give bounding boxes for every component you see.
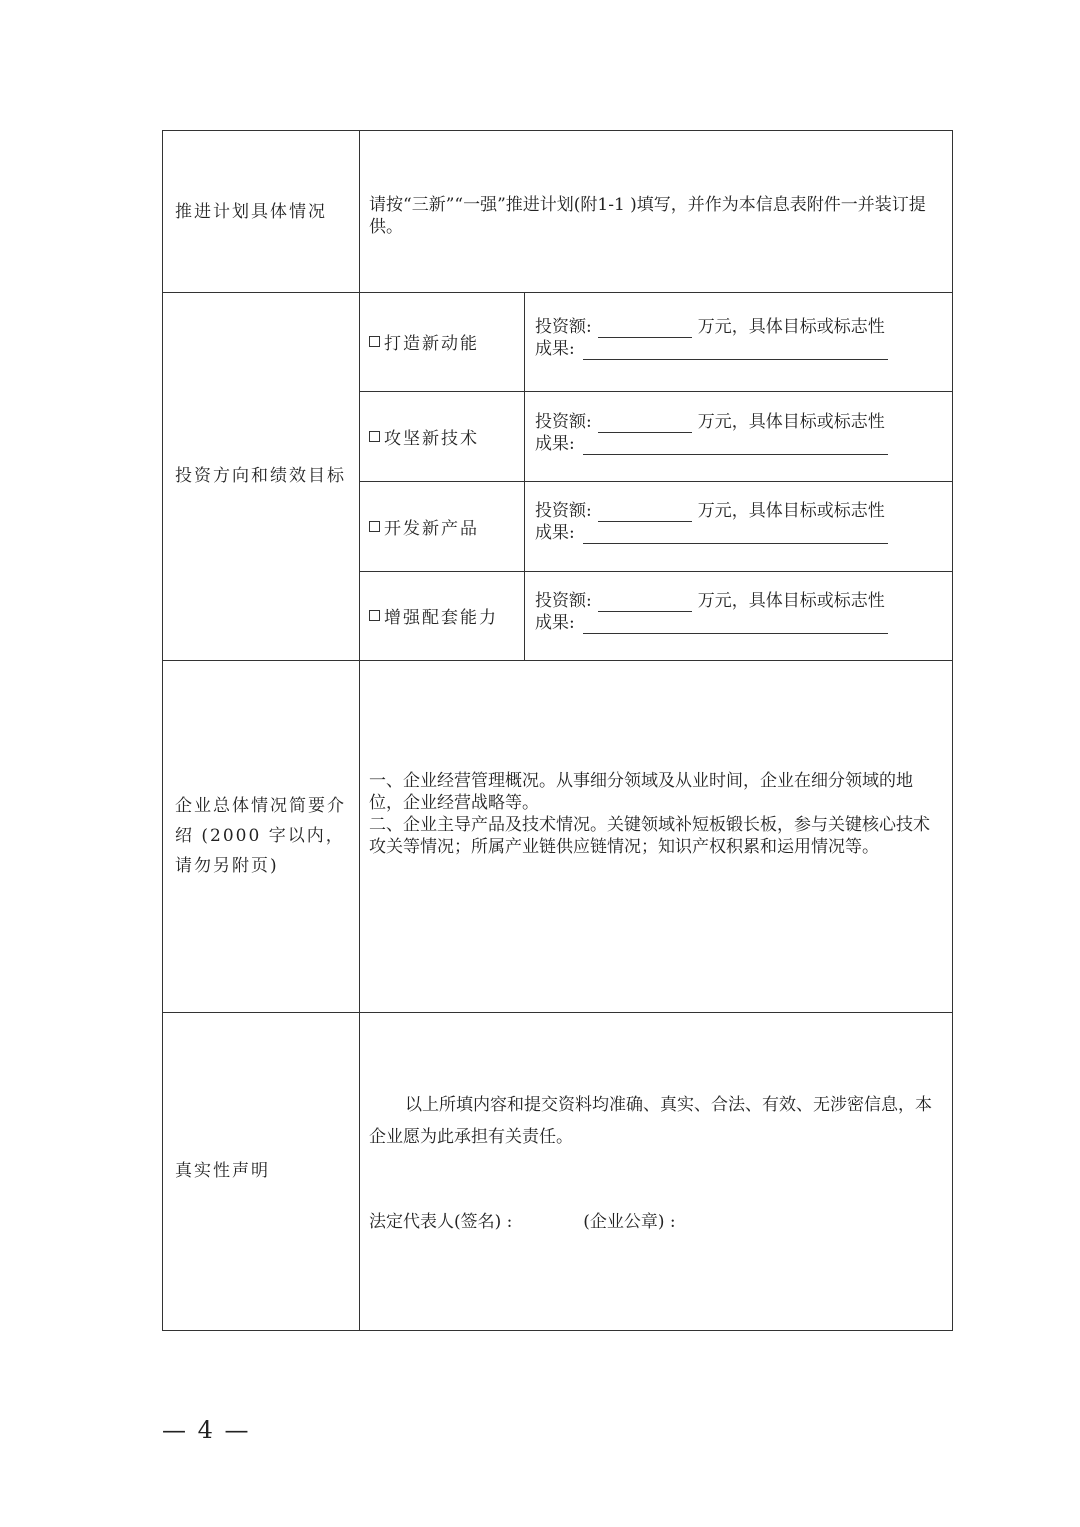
option-label: 攻坚新技术 <box>384 428 479 449</box>
investment-label-text: 投资方向和绩效目标 <box>175 466 346 486</box>
info-form-table <box>162 130 953 1331</box>
investment-unit-text: 万元，具体目标或标志性 <box>697 412 885 432</box>
investment-amount-label: 投资额: <box>535 412 592 432</box>
checkbox-icon[interactable] <box>369 431 380 442</box>
investment-amount-input[interactable] <box>598 416 692 433</box>
overview-label <box>163 660 359 1012</box>
declaration-content[interactable] <box>359 1012 952 1330</box>
investment-amount-label: 投资额: <box>535 591 592 611</box>
option-checkbox-new-product[interactable] <box>359 481 524 571</box>
declaration-statement: 以上所填内容和提交资料均准确、真实、合法、有效、无涉密信息，本企业愿为此承担有关责任。 <box>369 1095 932 1147</box>
declaration-label <box>163 1012 359 1330</box>
plan-label <box>163 131 359 292</box>
investment-fields-row-2[interactable] <box>524 391 952 481</box>
investment-amount-input[interactable] <box>598 321 692 338</box>
investment-fields-row-1[interactable] <box>524 292 952 391</box>
page-number: — 4 — <box>162 1416 251 1444</box>
overview-item-1: 一、企业经营管理概况。从事细分领域及从业时间，企业在细分领域的地位，企业经营战略等。 <box>369 771 913 813</box>
checkbox-icon[interactable] <box>369 521 380 532</box>
option-checkbox-new-technology[interactable] <box>359 391 524 481</box>
investment-amount-input[interactable] <box>598 595 692 612</box>
overview-item-2: 二、企业主导产品及技术情况。关键领域补短板锻长板，参与关键核心技术攻关等情况；所属产业链供应链情况；知识产权积累和运用情况等。 <box>369 815 930 857</box>
checkbox-icon[interactable] <box>369 610 380 621</box>
result-label: 成果: <box>535 434 575 454</box>
investment-unit-text: 万元，具体目标或标志性 <box>697 591 885 611</box>
investment-amount-label: 投资额: <box>535 317 592 337</box>
signature-line <box>369 1206 940 1238</box>
checkbox-icon[interactable] <box>369 336 380 347</box>
investment-label <box>163 292 359 660</box>
investment-amount-label: 投资额: <box>535 501 592 521</box>
investment-unit-text: 万元，具体目标或标志性 <box>697 501 885 521</box>
investment-fields-row-4[interactable] <box>524 571 952 660</box>
result-input[interactable] <box>583 438 888 455</box>
overview-content[interactable] <box>359 660 952 1012</box>
plan-label-text: 推进计划具体情况 <box>175 201 327 222</box>
investment-fields-row-3[interactable] <box>524 481 952 571</box>
result-input[interactable] <box>583 527 888 544</box>
investment-unit-text: 万元，具体目标或标志性 <box>697 317 885 337</box>
plan-content[interactable] <box>359 131 952 292</box>
investment-amount-input[interactable] <box>598 505 692 522</box>
option-label: 打造新动能 <box>384 334 479 354</box>
result-label: 成果: <box>535 523 575 543</box>
option-label: 增强配套能力 <box>384 608 498 628</box>
result-label: 成果: <box>535 613 575 633</box>
option-checkbox-new-momentum[interactable] <box>359 292 524 391</box>
plan-instruction-text: 请按“三新”“一强”推进计划(附1-1 )填写，并作为本信息表附件一并装订提供。 <box>369 194 926 237</box>
company-seal-label[interactable]: (企业公章) : <box>583 1212 676 1232</box>
declaration-label-text: 真实性声明 <box>175 1161 270 1181</box>
overview-label-text: 企业总体情况简要介绍 (2000 字以内，请勿另附页) <box>175 796 346 876</box>
result-label: 成果: <box>535 339 575 359</box>
legal-representative-signature-label[interactable]: 法定代表人(签名) : <box>369 1212 513 1232</box>
option-label: 开发新产品 <box>384 518 479 539</box>
option-checkbox-supporting-capacity[interactable] <box>359 571 524 660</box>
result-input[interactable] <box>583 343 888 360</box>
result-input[interactable] <box>583 617 888 634</box>
